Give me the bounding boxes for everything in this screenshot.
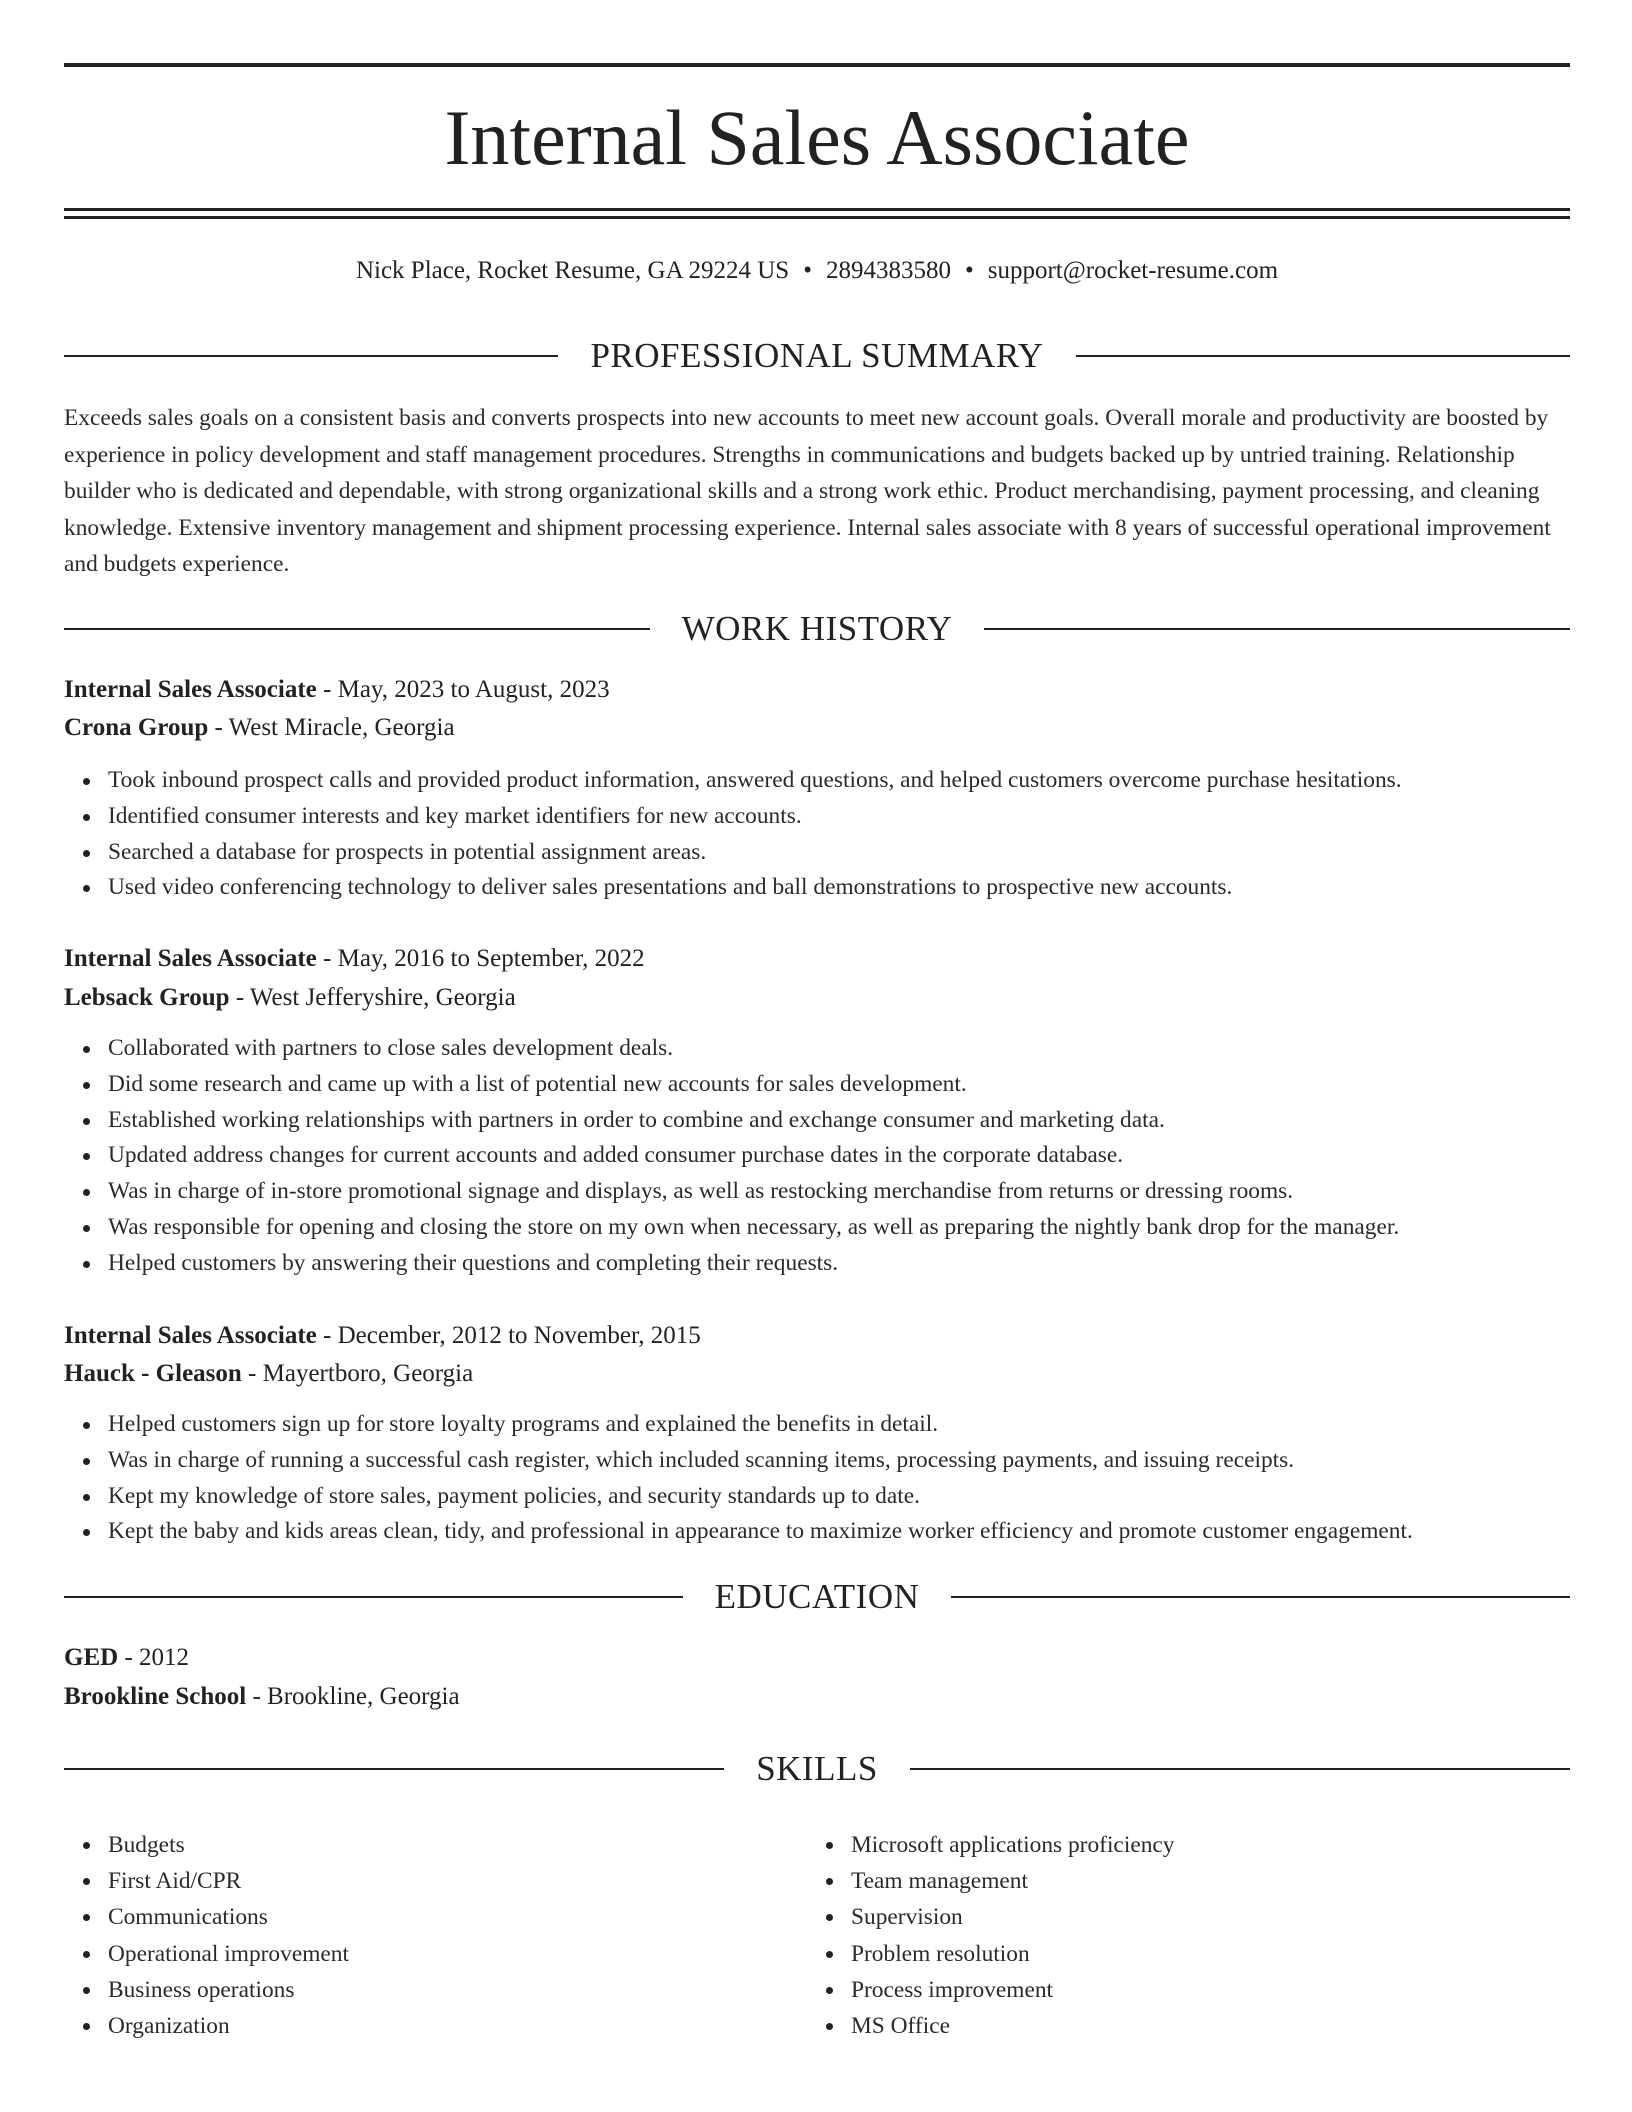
education-school-line <box>64 1678 1570 1716</box>
job-title: Internal Sales Associate <box>64 1322 317 1349</box>
job-title: Internal Sales Associate <box>64 676 317 703</box>
section-title-skills: SKILLS <box>756 1749 878 1788</box>
job-bullet: Was in charge of running a successful cash register, which included scanning items, processing payments, and issuing receipts. <box>108 1443 1614 1479</box>
job-bullet: Helped customers sign up for store loyalty programs and explained the benefits in detail. <box>108 1407 1614 1443</box>
section-heading-work <box>64 607 1570 651</box>
heading-rule-left <box>64 1768 724 1770</box>
heading-rule-left <box>64 1596 683 1598</box>
skill-item: Microsoft applications proficiency <box>851 1827 1551 1863</box>
job-bullets <box>64 1407 1614 1550</box>
job-bullet: Searched a database for prospects in potential assignment areas. <box>108 835 1614 871</box>
job-title-line <box>64 671 1570 709</box>
job-bullet: Was responsible for opening and closing the store on my own when necessary, as well as preparing the nightly bank drop for the manager. <box>108 1210 1614 1246</box>
job-title-line <box>64 940 1570 978</box>
job-bullet: Took inbound prospect calls and provided product information, answered questions, and helped customers overcome purchase hesitations. <box>108 763 1614 799</box>
job-bullet: Used video conferencing technology to deliver sales presentations and ball demonstrations to prospective new accounts. <box>108 870 1614 906</box>
job-bullet: Collaborated with partners to close sales development deals. <box>108 1031 1614 1067</box>
contact-email: support@rocket-resume.com <box>987 257 1279 284</box>
top-rule <box>64 63 1570 67</box>
job-dates: - May, 2016 to September, 2022 <box>316 945 645 972</box>
heading-rule-left <box>64 355 558 357</box>
section-heading-education <box>64 1575 1570 1619</box>
summary-text: Exceeds sales goals on a consistent basis and converts prospects into new accounts to meet new account goals. Overall morale and productivity are boosted by experience in policy development and staff management procedures. Strengths in communications and budgets backed up by untried training. Relationship builder who is dedicated and dependable, with strong organizational skills and a strong work ethic. Product merchandising, payment processing, and cleaning knowledge. Extensive inventory management and shipment processing experience. Internal sales associate with 8 years of successful operational improvement and budgets experience. <box>64 405 1551 577</box>
education-degree: GED <box>64 1644 119 1671</box>
job-company-line <box>64 979 1570 1017</box>
job-dates: - May, 2023 to August, 2023 <box>316 676 610 703</box>
job-bullet: Did some research and came up with a list of potential new accounts for sales development. <box>108 1067 1614 1103</box>
skill-item: Communications <box>108 1899 808 1935</box>
job-bullet: Identified consumer interests and key market identifiers for new accounts. <box>108 799 1614 835</box>
job-location: - West Miracle, Georgia <box>208 714 455 741</box>
job-company-line <box>64 1355 1570 1393</box>
skill-item: Supervision <box>851 1899 1551 1935</box>
contact-line <box>64 254 1570 288</box>
skill-item: Organization <box>108 2008 808 2044</box>
job-company: Hauck - Gleason <box>64 1360 242 1387</box>
skill-item: Operational improvement <box>108 1936 808 1972</box>
job-bullet: Updated address changes for current accounts and added consumer purchase dates in the corporate database. <box>108 1138 1614 1174</box>
contact-address: Nick Place, Rocket Resume, GA 29224 US <box>355 257 790 284</box>
education-school: Brookline School <box>64 1683 247 1710</box>
skill-item: Budgets <box>108 1827 808 1863</box>
job-bullet: Kept my knowledge of store sales, payment policies, and security standards up to date. <box>108 1479 1614 1515</box>
job-company: Lebsack Group <box>64 984 230 1011</box>
section-title-work: WORK HISTORY <box>681 609 953 648</box>
section-title-education: EDUCATION <box>714 1577 920 1616</box>
heading-rule-right <box>1076 355 1570 357</box>
section-heading-summary <box>64 334 1570 378</box>
education-degree-line <box>64 1639 1570 1677</box>
heading-rule-left <box>64 628 650 630</box>
heading-rule-right <box>951 1596 1570 1598</box>
skill-item: Process improvement <box>851 1972 1551 2008</box>
section-heading-skills <box>64 1747 1570 1791</box>
job-location: - West Jefferyshire, Georgia <box>229 984 516 1011</box>
contact-separator: • <box>964 257 974 284</box>
skills-list-right <box>807 1827 1551 2044</box>
skill-item: Team management <box>851 1863 1551 1899</box>
job-company-line <box>64 709 1570 747</box>
skills-list-left <box>64 1827 808 2044</box>
education-year: - 2012 <box>118 1644 190 1671</box>
job-title-line <box>64 1317 1570 1355</box>
title-rule-lower <box>64 216 1570 219</box>
skill-item: MS Office <box>851 2008 1551 2044</box>
skill-item: Problem resolution <box>851 1936 1551 1972</box>
education-location: - Brookline, Georgia <box>246 1683 460 1710</box>
job-company: Crona Group <box>64 714 209 741</box>
job-bullet: Established working relationships with partners in order to combine and exchange consumer and marketing data. <box>108 1103 1614 1139</box>
contact-phone: 2894383580 <box>825 257 951 284</box>
heading-rule-right <box>984 628 1570 630</box>
job-bullets <box>64 763 1614 906</box>
job-bullet: Helped customers by answering their questions and completing their requests. <box>108 1246 1614 1282</box>
job-bullet: Was in charge of in-store promotional signage and displays, as well as restocking merchandise from returns or dressing rooms. <box>108 1174 1614 1210</box>
job-title: Internal Sales Associate <box>64 945 317 972</box>
resume-title: Internal Sales Associate <box>444 94 1190 181</box>
job-location: - Mayertboro, Georgia <box>241 1360 474 1387</box>
skill-item: Business operations <box>108 1972 808 2008</box>
heading-rule-right <box>910 1768 1570 1770</box>
contact-separator: • <box>803 257 812 284</box>
job-dates: - December, 2012 to November, 2015 <box>316 1322 701 1349</box>
title-rule-upper <box>64 208 1570 211</box>
skill-item: First Aid/CPR <box>108 1863 808 1899</box>
job-bullets <box>64 1031 1614 1282</box>
section-title-summary: PROFESSIONAL SUMMARY <box>590 336 1044 375</box>
job-bullet: Kept the baby and kids areas clean, tidy, and professional in appearance to maximize worker efficiency and promote customer engagement. <box>108 1514 1614 1550</box>
